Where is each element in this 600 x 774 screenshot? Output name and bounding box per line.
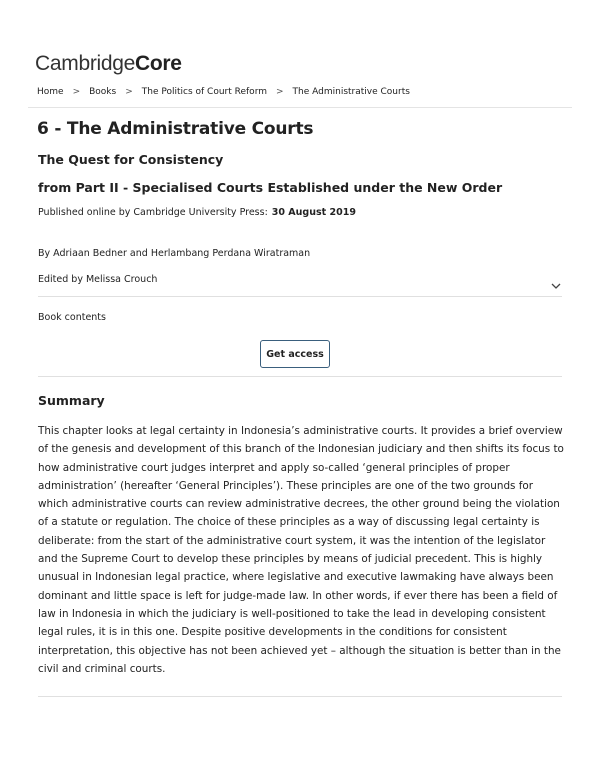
chapter-title: 6 - The Administrative Courts — [37, 119, 314, 139]
published-date: 30 August 2019 — [271, 207, 356, 218]
contributors-divider — [38, 296, 562, 297]
breadcrumb-home[interactable]: Home — [37, 87, 64, 97]
publication-info — [38, 207, 356, 218]
editors-line: Edited by Melissa Crouch — [38, 274, 158, 285]
breadcrumb-separator: > — [125, 87, 133, 97]
published-label: Published online by Cambridge University Press: — [38, 207, 268, 218]
summary-divider — [38, 696, 562, 697]
authors-line: By Adriaan Bedner and Herlambang Perdana Wiratraman — [38, 248, 311, 259]
header-divider — [28, 107, 572, 108]
chapter-subtitle: The Quest for Consistency — [38, 152, 224, 167]
logo-cambridge: Cambridge — [35, 52, 136, 75]
logo-core: Core — [135, 52, 182, 75]
book-contents-link[interactable]: Book contents — [38, 312, 106, 323]
part-reference: from Part II - Specialised Courts Established under the New Order — [38, 180, 503, 195]
breadcrumb-current-chapter: The Administrative Courts — [292, 87, 410, 97]
access-divider — [38, 376, 562, 377]
breadcrumb-book-title[interactable]: The Politics of Court Reform — [141, 87, 267, 97]
breadcrumb-separator: > — [72, 87, 81, 97]
chevron-down-icon[interactable] — [550, 280, 562, 292]
cambridge-core-logo[interactable] — [35, 52, 182, 76]
breadcrumb-separator: > — [276, 87, 284, 97]
get-access-button[interactable]: Get access — [260, 340, 330, 368]
summary-heading: Summary — [38, 393, 105, 408]
breadcrumb — [37, 87, 410, 97]
summary-text: This chapter looks at legal certainty in Indonesia’s administrative courts. It provides a brief overview of the genesis and development of this branch of the Indonesian judiciary and then shifts its focus to how administrative court judges interpret and apply so-called ‘general principles of proper administration’ (hereafter ‘General Principles’). These principles are one of the two grounds for which administrative courts can review administrative decrees, the other ground being the violation of a statute or regulation. The choice of these principles as a way of discussing legal certainty is deliberate: from the start of the administrative court system, it was the intention of the legislator and the Supreme Court to develop these principles by means of judicial precedent. This is highly unusual in Indonesian legal practice, where legislative and executive lawmaking have always been dominant and little space is left for judge-made law. In other words, if ever there has been a field of law in Indonesia in which the judiciary is well-positioned to take the lead in developing consistent legal rules, it is in this one. Despite positive developments in the conditions for consistent interpretation, this objective has not been achieved yet – although the situation is better than in the civil and criminal courts. — [38, 425, 564, 675]
breadcrumb-books[interactable]: Books — [89, 87, 117, 97]
